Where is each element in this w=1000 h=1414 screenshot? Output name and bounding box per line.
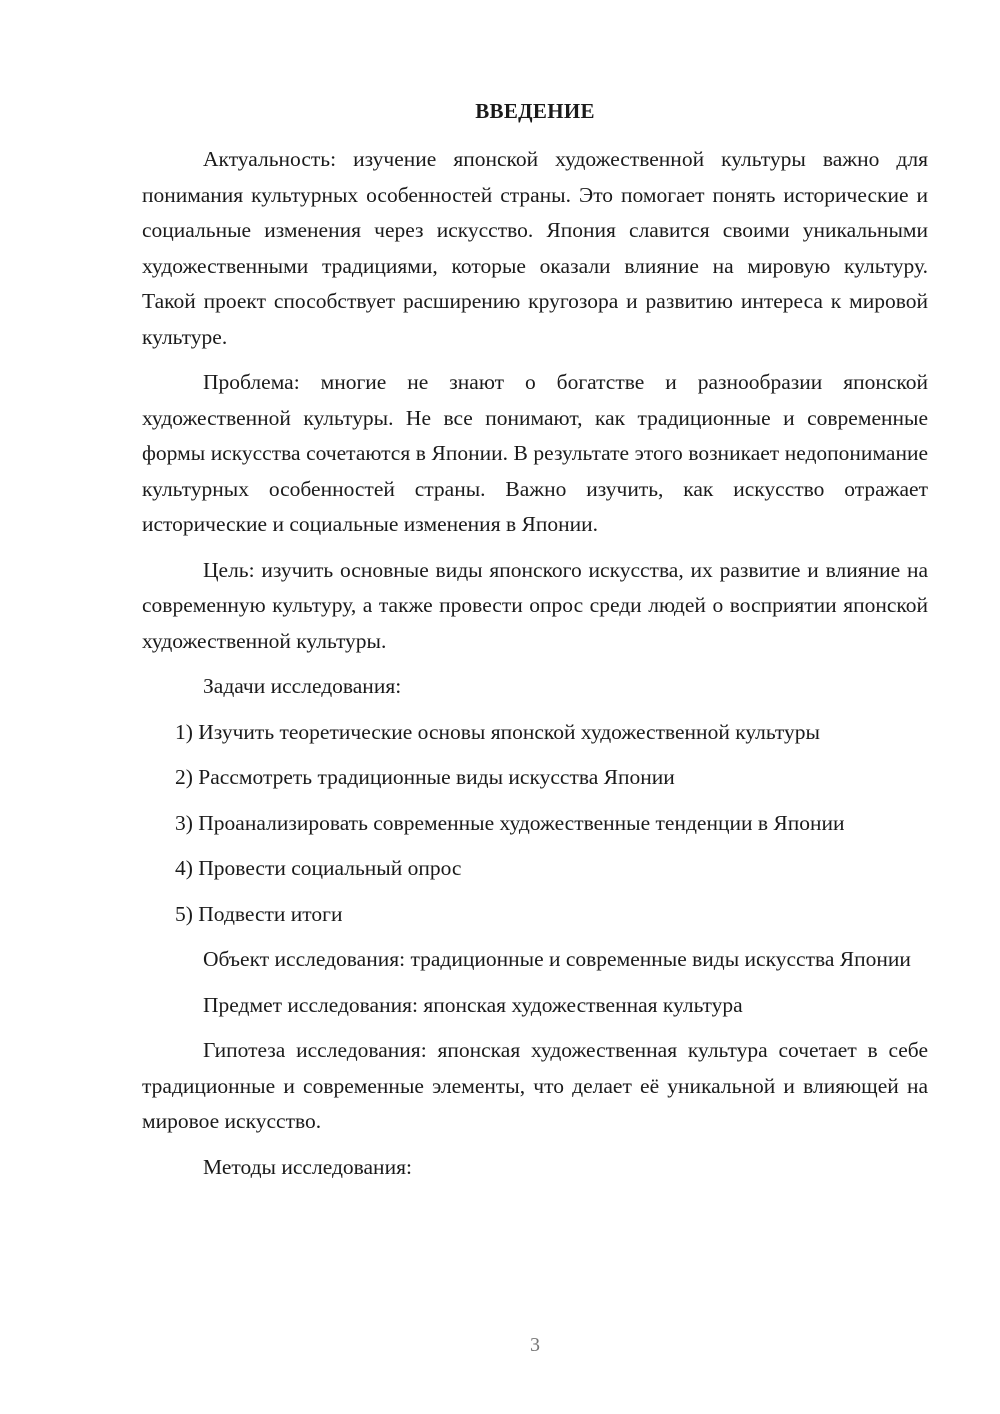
paragraph-methods: Методы исследования: <box>203 1154 412 1179</box>
document-body <box>142 142 928 1195</box>
paragraph-hypothesis: Гипотеза исследования: японская художественная культура сочетает в себе традиционные и современные элементы, что делает её уникальной и влияющей на мировое искусство. <box>142 1038 928 1133</box>
task-item-3: 3) Проанализировать современные художественные тенденции в Японии <box>175 810 845 835</box>
paragraph-goal: Цель: изучить основные виды японского искусства, их развитие и влияние на современную культуру, а также провести опрос среди людей о восприятии японской художественной культуры. <box>142 557 928 653</box>
paragraph-problem: Проблема: многие не знают о богатстве и разнообразии японской художественной культуры. Не все понимают, как традиционные и современные формы искусства сочетаются в Японии. В результате этого возникает недопонимание культурных особенностей страны. Важно изучить, как искусство отражает исторические и социальные изменения в Японии. <box>142 370 928 536</box>
task-item-1: 1) Изучить теоретические основы японской художественной культуры <box>175 719 820 744</box>
page-title: ВВЕДЕНИЕ <box>475 99 595 123</box>
paragraph-relevance: Актуальность: изучение японской художественной культуры важно для понимания культурных особенностей страны. Это помогает понять исторические и социальные изменения через искусство. Япония славится своими уникальными художественными традициями, которые оказали влияние на мировую культуру. Такой проект способствует расширению кругозора и развитию интереса к мировой культуре. <box>142 147 928 349</box>
task-item-5: 5) Подвести итоги <box>175 901 343 926</box>
paragraph-tasks-heading: Задачи исследования: <box>203 674 402 698</box>
task-item-4: 4) Провести социальный опрос <box>175 856 462 880</box>
task-item-2: 2) Рассмотреть традиционные виды искусства Японии <box>175 765 675 789</box>
page-number: 3 <box>530 1334 540 1356</box>
paragraph-subject: Предмет исследования: японская художественная культура <box>203 992 743 1017</box>
paragraph-object: Объект исследования: традиционные и современные виды искусства Японии <box>203 947 911 971</box>
